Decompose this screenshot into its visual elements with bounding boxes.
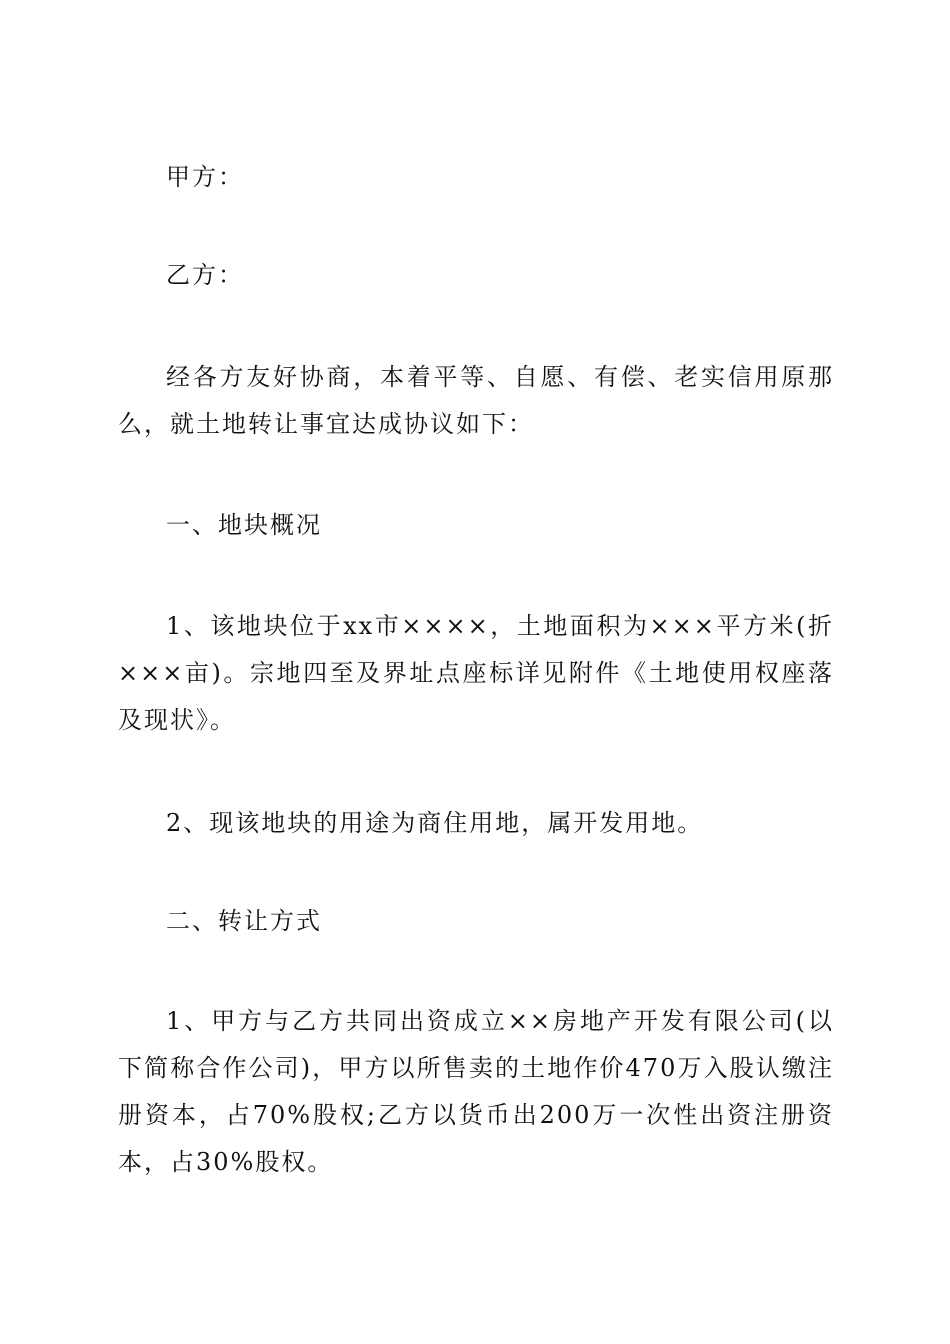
section-heading-transfer-method: 二、转让方式 xyxy=(166,907,322,935)
section-heading-land-overview: 一、地块概况 xyxy=(166,511,322,539)
party-b-label: 乙方： xyxy=(166,261,244,289)
party-a-label: 甲方： xyxy=(166,163,244,191)
clause-land-use: 2、现该地块的用途为商住用地，属开发用地。 xyxy=(166,809,704,837)
clause-land-location: 1、该地块位于xx市××××，土地面积为×××平方米(折×××亩)。宗地四至及界址点座标详见附件《土地使用权座落及现状》。 xyxy=(118,612,834,734)
clause-joint-venture: 1、甲方与乙方共同出资成立××房地产开发有限公司(以下简称合作公司)，甲方以所售卖的土地作价470万入股认缴注册资本，占70%股权;乙方以货币出200万一次性出资注册资本，占30%股权。 xyxy=(118,1007,834,1176)
preamble-paragraph: 经各方友好协商，本着平等、自愿、有偿、老实信用原那么，就土地转让事宜达成协议如下： xyxy=(118,363,834,438)
